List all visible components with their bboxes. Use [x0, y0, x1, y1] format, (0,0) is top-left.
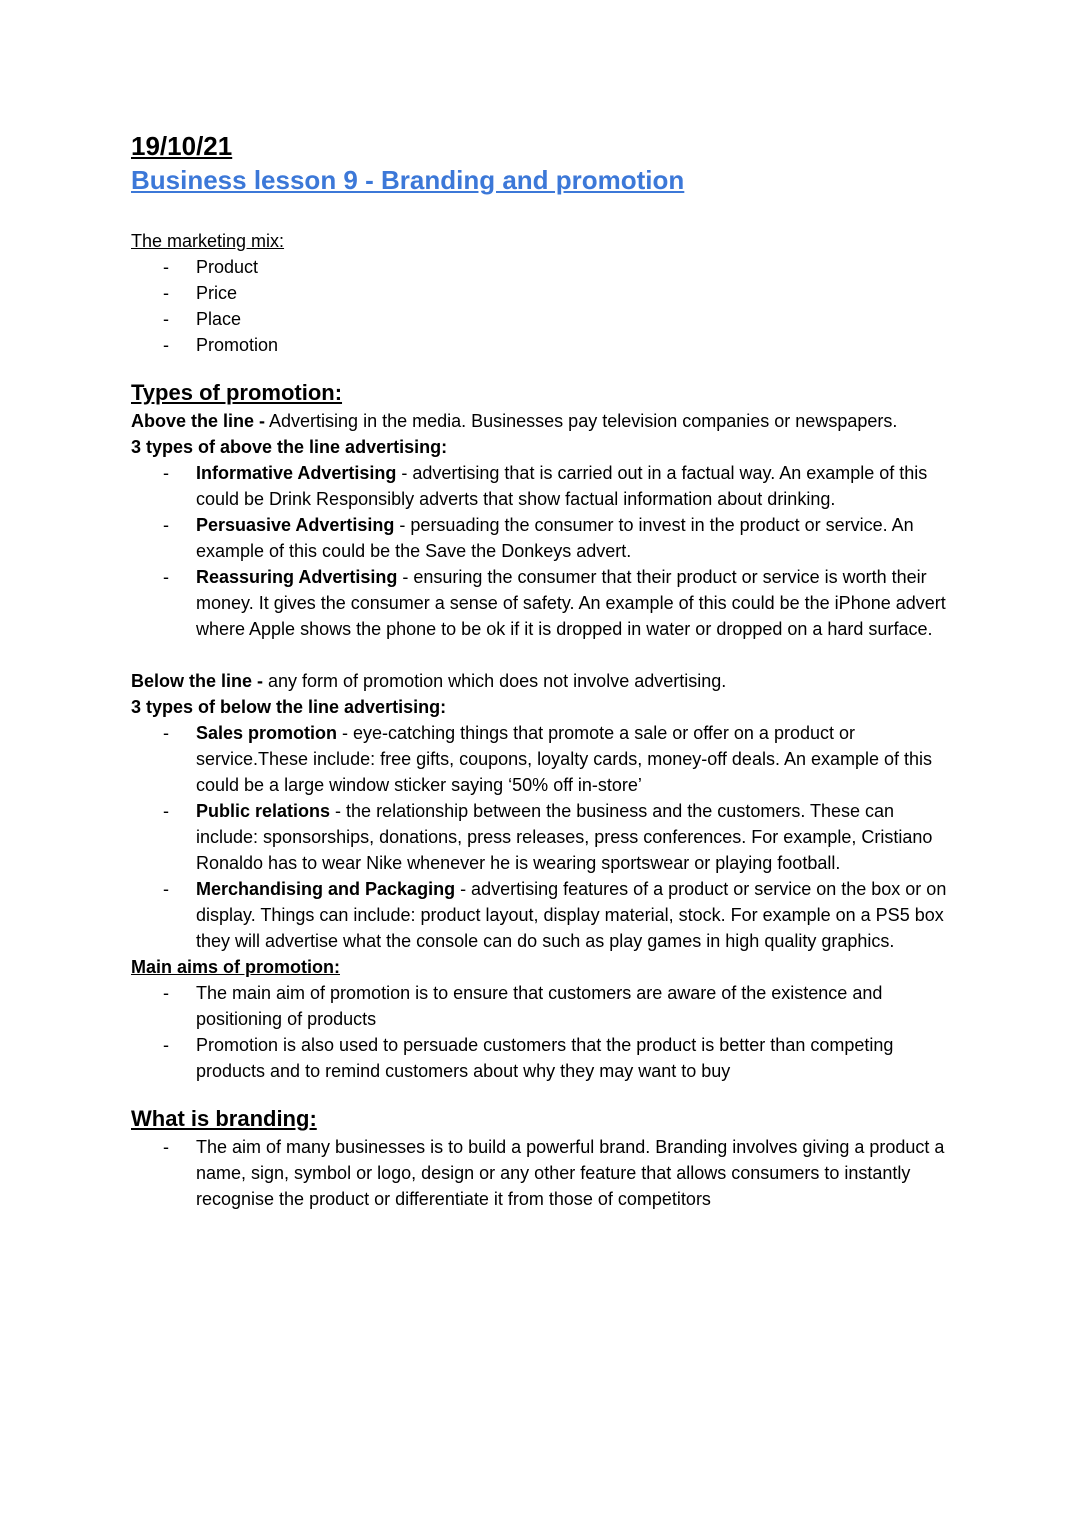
list-item: - Sales promotion - eye-catching things that promote a sale or offer on a product or service.These include: free gifts, coupons, loyalty cards, money-off deals. An example of this could be a large window sticker saying ‘50% off in-store’ [131, 720, 951, 798]
list-item: - The main aim of promotion is to ensure that customers are aware of the existence and positioning of products [131, 980, 951, 1032]
below-the-line-definition: Below the line - any form of promotion which does not involve advertising. [131, 671, 727, 691]
dash-bullet-icon: - [163, 515, 169, 535]
dash-bullet-icon: - [163, 257, 169, 277]
dash-bullet-icon: - [163, 1137, 169, 1157]
marketing-mix-section [131, 228, 951, 358]
list-item: - Public relations - the relationship between the business and the customers. These can include: sponsorships, donations, press releases, press conferences. For example, Cristiano Ronaldo has to wear Nike whenever he is wearing sportswear or playing football. [131, 798, 951, 876]
main-aims-heading: Main aims of promotion: [131, 957, 340, 977]
list-item: - Place [131, 306, 951, 332]
list-item: - Product [131, 254, 951, 280]
list-item: - Persuasive Advertising - persuading the consumer to invest in the product or service. An example of this could be the Save the Donkeys advert. [131, 512, 951, 564]
list-item: - Informative Advertising - advertising that is carried out in a factual way. An example of this could be Drink Responsibly adverts that show factual information about drinking. [131, 460, 951, 512]
dash-bullet-icon: - [163, 1035, 169, 1055]
below-the-line-types-heading: 3 types of below the line advertising: [131, 697, 447, 717]
marketing-mix-heading: The marketing mix: [131, 231, 285, 251]
branding-list [131, 1134, 951, 1212]
dash-bullet-icon: - [163, 463, 169, 483]
marketing-mix-list [131, 254, 951, 358]
types-of-promotion-heading: Types of promotion: [131, 380, 343, 405]
main-aims-section [131, 954, 951, 1084]
dash-bullet-icon: - [163, 983, 169, 1003]
types-of-promotion-section [131, 378, 951, 954]
dash-bullet-icon: - [163, 801, 169, 821]
list-item: - The aim of many businesses is to build a powerful brand. Branding involves giving a product a name, sign, symbol or logo, design or any other feature that allows consumers to instantly recognise the product or differentiate it from those of competitors [131, 1134, 951, 1212]
dash-bullet-icon: - [163, 309, 169, 329]
document-date: 19/10/21 [131, 131, 233, 161]
branding-heading: What is branding: [131, 1106, 317, 1131]
above-the-line-types-heading: 3 types of above the line advertising: [131, 437, 448, 457]
list-item: - Promotion is also used to persuade customers that the product is better than competing products and to remind customers about why they may want to buy [131, 1032, 951, 1084]
branding-section [131, 1104, 951, 1212]
dash-bullet-icon: - [163, 335, 169, 355]
main-aims-list [131, 980, 951, 1084]
list-item: - Merchandising and Packaging - advertising features of a product or service on the box or on display. Things can include: product layout, display material, stock. For example on a PS5 box they will advertise what the console can do such as play games in high quality graphics. [131, 876, 951, 954]
list-item: - Reassuring Advertising - ensuring the consumer that their product or service is worth their money. It gives the consumer a sense of safety. An example of this could be the iPhone advert where Apple shows the phone to be ok if it is dropped in water or dropped on a hard surface. [131, 564, 951, 642]
dash-bullet-icon: - [163, 879, 169, 899]
above-the-line-definition: Above the line - Advertising in the media. Businesses pay television companies or newspapers. [131, 411, 898, 431]
below-the-line-list [131, 720, 951, 954]
list-item: - Price [131, 280, 951, 306]
document-page [131, 130, 951, 1212]
dash-bullet-icon: - [163, 723, 169, 743]
list-item: - Promotion [131, 332, 951, 358]
above-the-line-list [131, 460, 951, 642]
dash-bullet-icon: - [163, 283, 169, 303]
dash-bullet-icon: - [163, 567, 169, 587]
document-title: Business lesson 9 - Branding and promotion [131, 165, 685, 195]
